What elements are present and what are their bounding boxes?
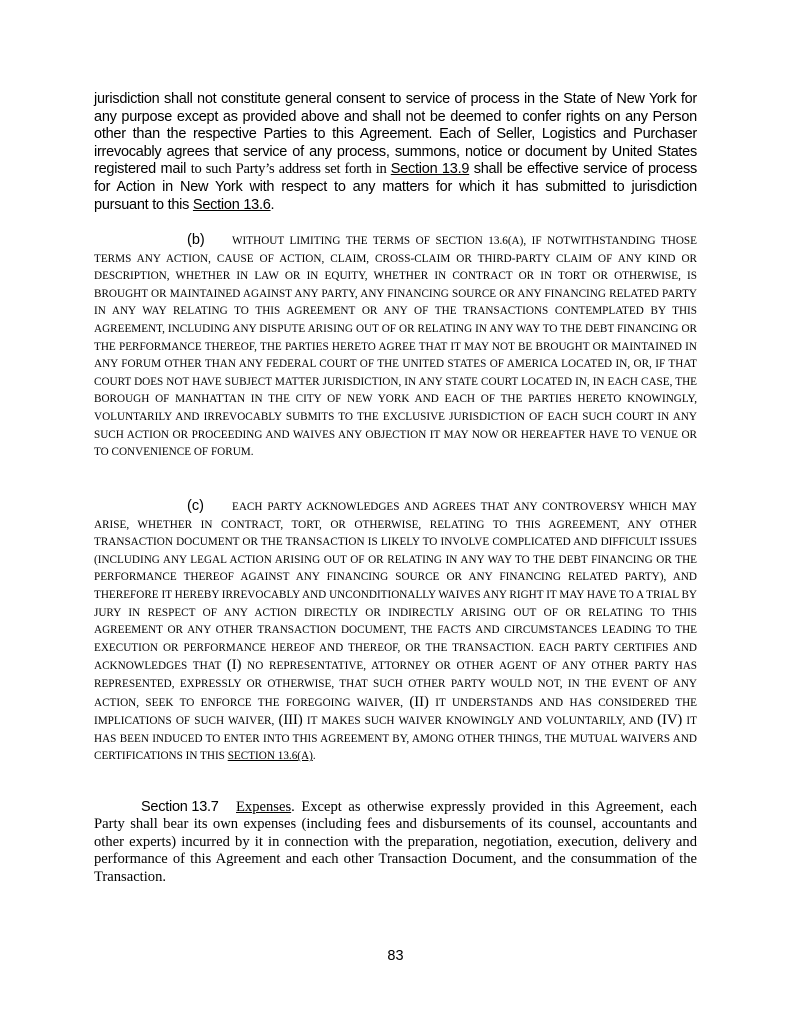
paragraph-13-6-c: (c) EACH PARTY ACKNOWLEDGES AND AGREES THAT ANY CONTROVERSY WHICH MAY ARISE, WHETHER IN CONTRACT, TORT, OR OTHERWISE, RELATING TO THIS AGREEMENT, ANY OTHER TRANSACTION DOCUMENT OR THE TRANSACTION IS LIKELY TO INVOLVE COMPLICATED AND DIFFICULT ISSUES (INCLUDING ANY LEGAL ACTION ARISING OUT OF OR RELATING IN ANY WAY TO THE DEBT FINANCING OR THE PERFORMANCE THEREOF AGAINST ANY FINANCING SOURCE OR ANY FINANCING RELATED PARTY), AND THEREFORE IT HEREBY IRREVOCABLY AND UNCONDITIONALLY WAIVES ANY RIGHT IT MAY HAVE TO A TRIAL BY JURY IN RESPECT OF ANY ACTION DIRECTLY OR INDIRECTLY ARISING OUT OF OR RELATING TO THIS AGREEMENT OR ANY OTHER TRANSACTION DOCUMENT, THE FACTS AND CIRCUMSTANCES LEADING TO THE EXECUTION OR PERFORMANCE HEREOF AND THEREOF, OR THE TRANSACTION. EACH PARTY CERTIFIES AND ACKNOWLEDGES THAT (I) NO REPRESENTATIVE, ATTORNEY OR OTHER AGENT OF ANY OTHER PARTY HAS REPRESENTED, EXPRESSLY OR OTHERWISE, THAT SUCH OTHER PARTY WOULD NOT, IN THE EVENT OF ANY ACTION, SEEK TO ENFORCE THE FOREGOING WAIVER, (II) IT UNDERSTANDS AND HAS CONSIDERED THE IMPLICATIONS OF SUCH WAIVER, (III) IT MAKES SUCH WAIVER KNOWINGLY AND VOLUNTARILY, AND (IV) IT HAS BEEN INDUCED TO ENTER INTO THIS AGREEMENT BY, AMONG OTHER THINGS, THE MUTUAL WAIVERS AND CERTIFICATIONS IN THIS SECTION 13.6(A). — [94, 498, 698, 763]
section-13-9-reference[interactable]: Section 13.9 — [390, 161, 470, 178]
section-13-6-a-reference[interactable]: SECTION 13.6(A) — [227, 750, 313, 763]
section-13-6-reference[interactable]: Section 13.6 — [192, 196, 271, 213]
page-number: 83 — [387, 948, 404, 964]
expenses-heading: Expenses — [236, 799, 292, 815]
paragraph-jurisdiction-continued: jurisdiction shall not constitute general consent to service of process in the State of New York for any purpose except as provided above and shall not be deemed to confer rights on any Person other than the respective Parties to this Agreement. Each of Seller, Logistics and Purchaser irrevocably agrees that service of any process, summons, notice or document by United States registered mail to such Party’s address set forth in Section 13.9 shall be effective service of process for Action in New York with respect to any matters for which it has submitted to jurisdiction pursuant to this Section 13.6. — [94, 91, 697, 213]
paragraph-13-7-expenses: Section 13.7 Expenses. Except as otherwise expressly provided in this Agreement, each Party shall bear its own expenses (including fees and disbursements of its counsel, accountants and other experts) incurred by it in connection with the preparation, negotiation, execution, delivery and performance of this Agreement and each other Transaction Document, and the consummation of the Transaction. — [94, 799, 697, 885]
section-13-7-label: Section 13.7 — [141, 799, 219, 815]
clause-marker-b: (b) — [187, 232, 205, 248]
clause-marker-c: (c) — [187, 498, 204, 514]
paragraph-13-6-b: (b) WITHOUT LIMITING THE TERMS OF SECTION 13.6(A), IF NOTWITHSTANDING THOSE TERMS ANY ACTION, CAUSE OF ACTION, CLAIM, CROSS-CLAIM OR THIRD-PARTY CLAIM OF ANY KIND OR DESCRIPTION, WHETHER IN LAW OR IN EQUITY, WHETHER IN CONTRACT OR IN TORT OR OTHERWISE, IS BROUGHT OR MAINTAINED AGAINST ANY PARTY, ANY FINANCING SOURCE OR ANY FINANCING RELATED PARTY IN ANY WAY RELATING TO THIS AGREEMENT OR ANY OF THE TRANSACTIONS CONTEMPLATED BY THIS AGREEMENT, INCLUDING ANY DISPUTE ARISING OUT OF OR RELATING IN ANY WAY TO THE DEBT FINANCING OR THE PERFORMANCE THEREOF, THE PARTIES HERETO AGREE THAT IT MAY NOT BE BROUGHT OR MAINTAINED IN ANY FORUM OTHER THAN ANY FEDERAL COURT OF THE UNITED STATES OF AMERICA LOCATED IN, OR, IF THAT COURT DOES NOT HAVE SUBJECT MATTER JURISDICTION, IN ANY STATE COURT LOCATED IN, IN EACH CASE, THE BOROUGH OF MANHATTAN IN THE CITY OF NEW YORK AND EACH OF THE PARTIES HERETO KNOWINGLY, VOLUNTARILY AND IRREVOCABLY SUBMITS TO THE EXCLUSIVE JURISDICTION OF EACH SUCH COURT IN ANY SUCH ACTION OR PROCEEDING AND WAIVES ANY OBJECTION IT MAY NOW OR HEREAFTER HAVE TO VENUE OR TO CONVENIENCE OF FORUM. — [94, 232, 697, 459]
